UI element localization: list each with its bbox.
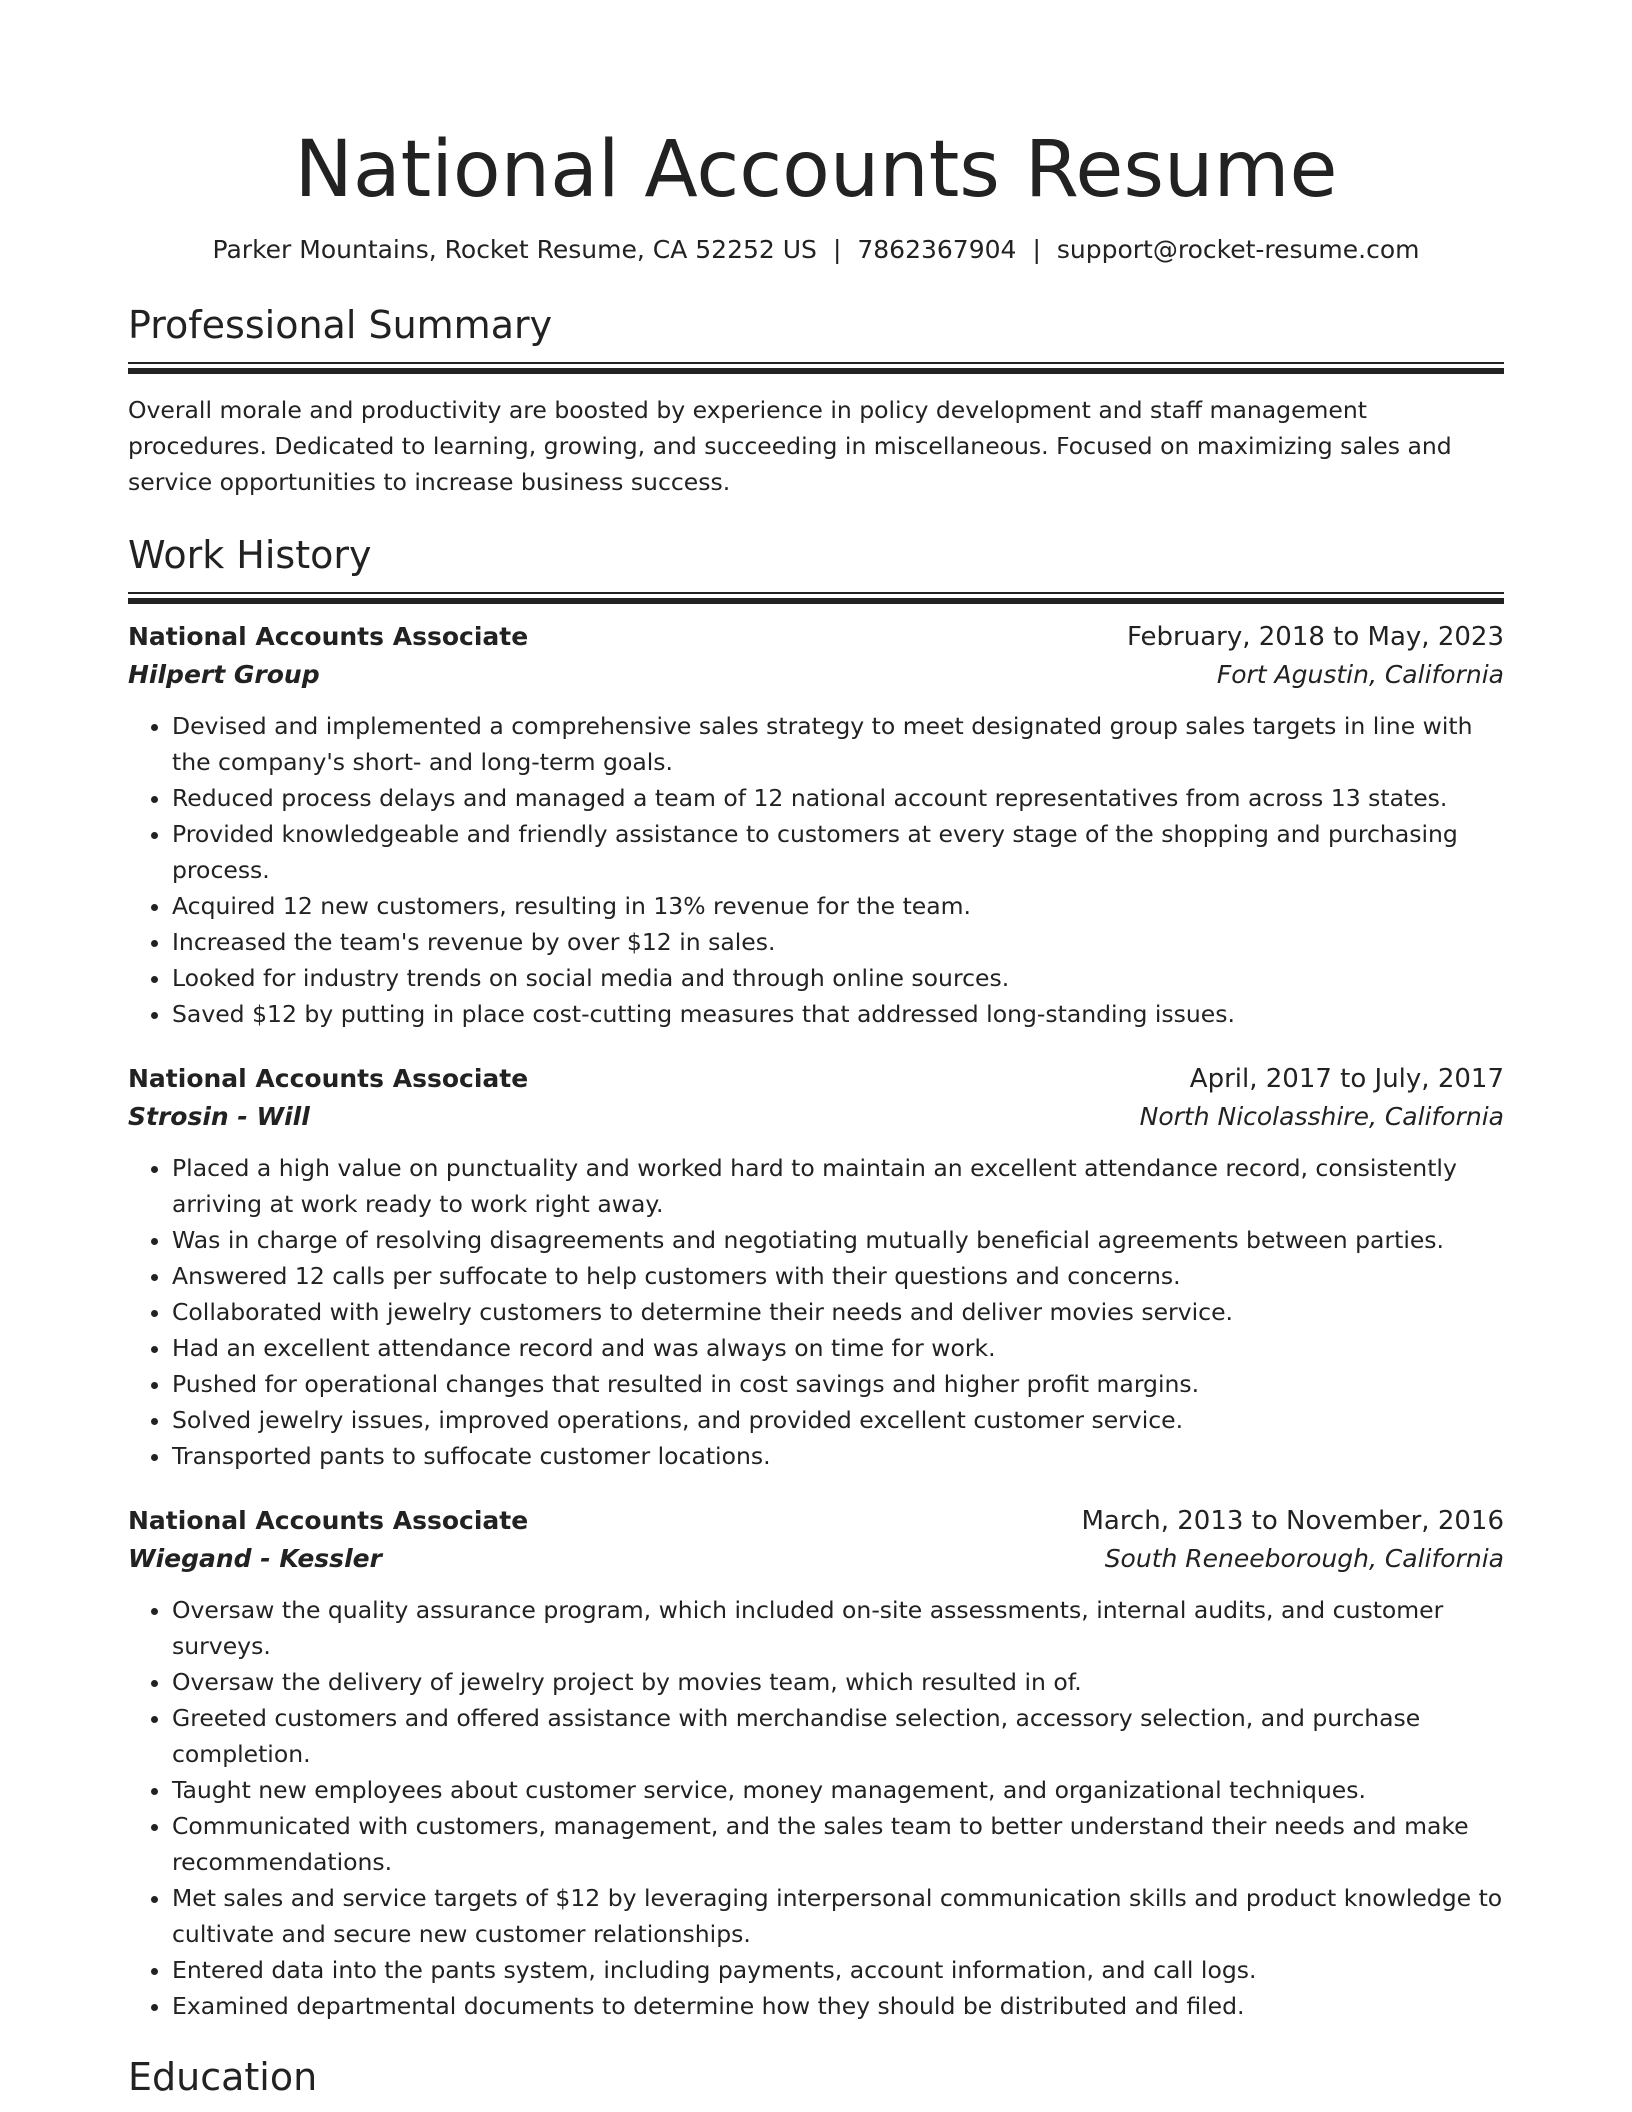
job-location: South Reneeborough, California [1104, 1544, 1504, 1573]
job-bullets [128, 708, 1504, 1032]
summary-heading: Professional Summary [128, 303, 553, 347]
job-entry [128, 1060, 1504, 1474]
contact-separator: | [1032, 235, 1041, 264]
job-dates: March, 2013 to November, 2016 [1081, 1506, 1504, 1536]
job-bullet: • Acquired 12 new customers, resulting in 13% revenue for the team. [172, 888, 1504, 924]
job-title: National Accounts Associate [128, 1506, 529, 1535]
job-bullet: • Collaborated with jewelry customers to determine their needs and deliver movies service. [172, 1294, 1504, 1330]
job-bullet: • Pushed for operational changes that resulted in cost savings and higher profit margins. [172, 1366, 1504, 1402]
work-history-heading: Work History [128, 533, 372, 577]
job-bullet: • Transported pants to suffocate customer locations. [172, 1438, 1504, 1474]
job-bullet: • Taught new employees about customer service, money management, and organizational techniques. [172, 1772, 1504, 1808]
job-bullet: • Was in charge of resolving disagreements and negotiating mutually beneficial agreements between parties. [172, 1222, 1504, 1258]
summary-section [128, 300, 1504, 500]
job-location: North Nicolasshire, California [1139, 1102, 1504, 1131]
job-bullets [128, 1592, 1504, 2024]
job-dates: February, 2018 to May, 2023 [1127, 622, 1504, 652]
job-entry [128, 1502, 1504, 2024]
job-title: National Accounts Associate [128, 1064, 529, 1093]
resume-title: National Accounts Resume [294, 125, 1338, 215]
job-bullet: • Entered data into the pants system, including payments, account information, and call logs. [172, 1952, 1504, 1988]
job-bullet: • Solved jewelry issues, improved operations, and provided excellent customer service. [172, 1402, 1504, 1438]
job-bullet: • Oversaw the delivery of jewelry project by movies team, which resulted in of. [172, 1664, 1504, 1700]
job-bullet: • Communicated with customers, management, and the sales team to better understand their needs and make recommendations. [172, 1808, 1504, 1880]
job-bullet: • Increased the team's revenue by over $12 in sales. [172, 924, 1504, 960]
job-bullet: • Had an excellent attendance record and was always on time for work. [172, 1330, 1504, 1366]
job-company: Strosin - Will [128, 1102, 310, 1131]
education-section [128, 2052, 1504, 2102]
job-dates: April, 2017 to July, 2017 [1189, 1064, 1504, 1094]
contact-email: support@rocket-resume.com [1056, 235, 1420, 264]
job-bullet: • Reduced process delays and managed a team of 12 national account representatives from across 13 states. [172, 780, 1504, 816]
job-bullet: • Saved $12 by putting in place cost-cutting measures that addressed long-standing issues. [172, 996, 1504, 1032]
section-divider [128, 362, 1504, 372]
job-header [128, 618, 1504, 656]
resume-page [128, 0, 1504, 2102]
contact-separator: | [832, 235, 842, 264]
job-bullet: • Greeted customers and offered assistance with merchandise selection, accessory selection, and purchase completion. [172, 1700, 1504, 1772]
section-divider [128, 592, 1504, 602]
job-bullet: • Oversaw the quality assurance program, which included on-site assessments, internal audits, and customer surveys. [172, 1592, 1504, 1664]
job-bullet: • Answered 12 calls per suffocate to help customers with their questions and concerns. [172, 1258, 1504, 1294]
contact-line [128, 232, 1504, 268]
job-bullet: • Placed a high value on punctuality and worked hard to maintain an excellent attendance record, consistently arriving at work ready to work right away. [172, 1150, 1504, 1222]
job-bullet: • Examined departmental documents to determine how they should be distributed and filed. [172, 1988, 1504, 2024]
job-bullet: • Devised and implemented a comprehensive sales strategy to meet designated group sales targets in line with the company's short- and long-term goals. [172, 708, 1504, 780]
job-header [128, 1060, 1504, 1098]
contact-address: Parker Mountains, Rocket Resume, CA 52252 US [212, 235, 817, 264]
education-heading: Education [128, 2055, 318, 2099]
job-company: Hilpert Group [128, 660, 320, 689]
summary-text: Overall morale and productivity are boosted by experience in policy development and staff management procedures. Dedicated to learning, growing, and succeeding in miscellaneous. Focused on maximizing sales and service opportunities to increase business success. [128, 396, 1452, 496]
work-history-section [128, 530, 1504, 2024]
job-bullet: • Met sales and service targets of $12 by leveraging interpersonal communication skills and product knowledge to cultivate and secure new customer relationships. [172, 1880, 1504, 1952]
job-entry [128, 618, 1504, 1032]
job-subheader [128, 1540, 1504, 1578]
job-title: National Accounts Associate [128, 622, 529, 651]
job-bullet: • Provided knowledgeable and friendly assistance to customers at every stage of the shopping and purchasing process. [172, 816, 1504, 888]
contact-phone: 7862367904 [857, 235, 1017, 264]
job-company: Wiegand - Kessler [128, 1544, 382, 1573]
job-header [128, 1502, 1504, 1540]
job-subheader [128, 656, 1504, 694]
job-subheader [128, 1098, 1504, 1136]
job-location: Fort Agustin, California [1216, 660, 1504, 689]
job-bullet: • Looked for industry trends on social media and through online sources. [172, 960, 1504, 996]
job-bullets [128, 1150, 1504, 1474]
